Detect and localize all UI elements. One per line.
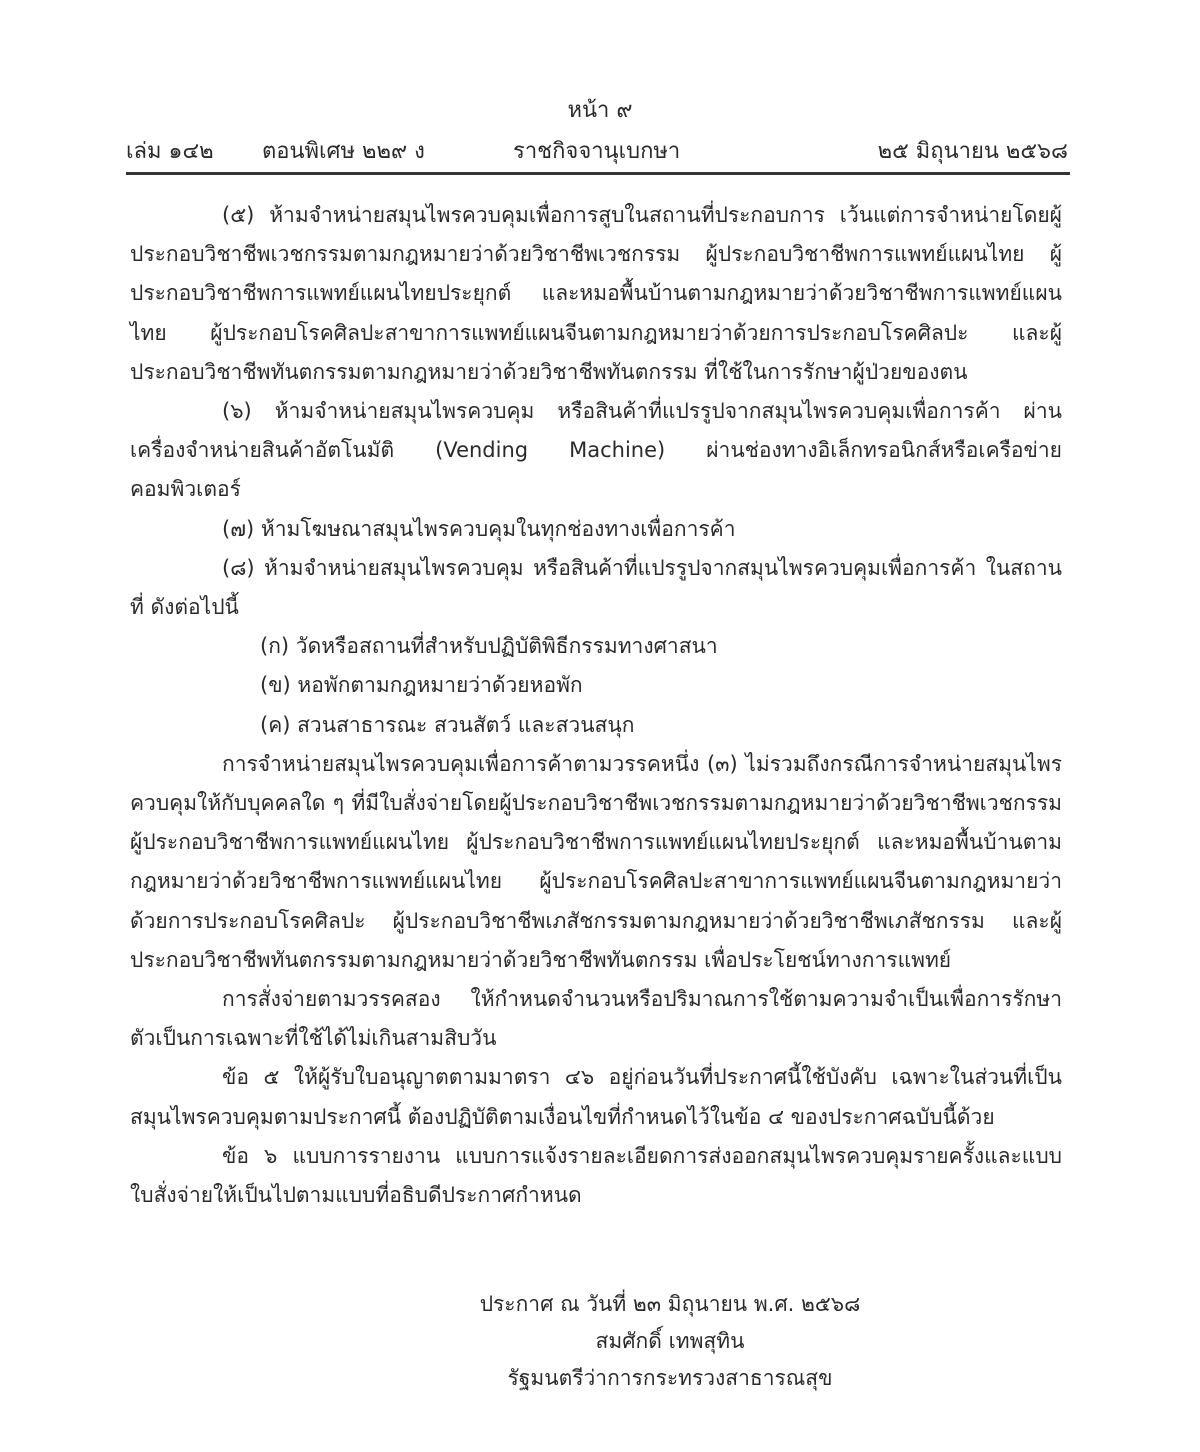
- publication-date: ๒๕ มิถุนายน ๒๕๖๘: [877, 139, 1068, 164]
- announcement-date: ประกาศ ณ วันที่ ๒๓ มิถุนายน พ.ศ. ๒๕๖๘: [479, 1292, 861, 1316]
- paragraph-article-5: ข้อ ๕ ให้ผู้รับใบอนุญาตตามมาตรา ๔๖ อยู่ก่อนวันที่ประกาศนี้ใช้บังคับ เฉพาะในส่วนที่เป็นสมุนไพรควบคุมตามประกาศนี้ ต้องปฏิบัติตามเงื่อนไขที่กำหนดไว้ในข้อ ๔ ของประกาศฉบับนี้ด้วย: [130, 1065, 1062, 1129]
- gazette-header: [126, 137, 1068, 169]
- signatory-title: รัฐมนตรีว่าการกระทรวงสาธารณสุข: [507, 1366, 833, 1390]
- volume-label: เล่ม ๑๔๒: [126, 139, 214, 164]
- signatory-name: สมศักดิ์ เทพสุทิน: [595, 1329, 745, 1353]
- signature-block: [470, 1286, 870, 1397]
- publication-name: ราชกิจจานุเบกษา: [513, 139, 681, 164]
- paragraph-prescription: การสั่งจ่ายตามวรรคสอง ให้กำหนดจำนวนหรือปริมาณการใช้ตามความจำเป็นเพื่อการรักษาตัวเป็นการเฉพาะที่ใช้ได้ไม่เกินสามสิบวัน: [130, 987, 1062, 1051]
- paragraph-clause-6: (๖) ห้ามจำหน่ายสมุนไพรควบคุม หรือสินค้าที่แปรรูปจากสมุนไพรควบคุมเพื่อการค้า ผ่านเครื่องจำหน่ายสินค้าอัตโนมัติ (Vending Machine) ผ่านช่องทางอิเล็กทรอนิกส์หรือเครือข่ายคอมพิวเตอร์: [130, 399, 1062, 502]
- page-number: หน้า ๙: [567, 98, 633, 123]
- sub-item-a: (ก) วัดหรือสถานที่สำหรับปฏิบัติพิธีกรรมทางศาสนา: [260, 634, 718, 659]
- section-label: ตอนพิเศษ ๒๒๙ ง: [262, 139, 425, 164]
- sub-item-c: (ค) สวนสาธารณะ สวนสัตว์ และสวนสนุก: [260, 712, 635, 737]
- paragraph-clause-7: (๗) ห้ามโฆษณาสมุนไพรควบคุมในทุกช่องทางเพื่อการค้า: [222, 516, 736, 541]
- header-divider: [126, 172, 1070, 175]
- paragraph-clause-8: (๘) ห้ามจำหน่ายสมุนไพรควบคุม หรือสินค้าที่แปรรูปจากสมุนไพรควบคุมเพื่อการค้า ในสถานที่ ดังต่อไปนี้: [130, 555, 1062, 620]
- document-body: [130, 196, 1062, 1215]
- paragraph-exception: การจำหน่ายสมุนไพรควบคุมเพื่อการค้าตามวรรคหนึ่ง (๓) ไม่รวมถึงกรณีการจำหน่ายสมุนไพรควบคุมให้กับบุคคลใด ๆ ที่มีใบสั่งจ่ายโดยผู้ประกอบวิชาชีพเวชกรรมตามกฎหมายว่าด้วยวิชาชีพเวชกรรม ผู้ประกอบวิชาชีพการแพทย์แผนไทย ผู้ประกอบวิชาชีพการแพทย์แผนไทยประยุกต์ และหมอพื้นบ้านตามกฎหมายว่าด้วยวิชาชีพการแพทย์แผนไทย ผู้ประกอบโรคศิลปะสาขาการแพทย์แผนจีนตามกฎหมายว่าด้วยการประกอบโรคศิลปะ ผู้ประกอบวิชาชีพเภสัชกรรมตามกฎหมายว่าด้วยวิชาชีพเภสัชกรรม และผู้ประกอบวิชาชีพทันตกรรมตามกฎหมายว่าด้วยวิชาชีพทันตกรรม เพื่อประโยชน์ทางการแพทย์: [130, 751, 1062, 972]
- paragraph-clause-5: (๕) ห้ามจำหน่ายสมุนไพรควบคุมเพื่อการสูบในสถานที่ประกอบการ เว้นแต่การจำหน่ายโดยผู้ประกอบวิชาชีพเวชกรรมตามกฎหมายว่าด้วยวิชาชีพเวชกรรม ผู้ประกอบวิชาชีพการแพทย์แผนไทย ผู้ประกอบวิชาชีพการแพทย์แผนไทยประยุกต์ และหมอพื้นบ้านตามกฎหมายว่าด้วยวิชาชีพการแพทย์แผนไทย ผู้ประกอบโรคศิลปะสาขาการแพทย์แผนจีนตามกฎหมายว่าด้วยการประกอบโรคศิลปะ และผู้ประกอบวิชาชีพทันตกรรมตามกฎหมายว่าด้วยวิชาชีพทันตกรรม ที่ใช้ในการรักษาผู้ป่วยของตน: [130, 203, 1062, 384]
- sub-item-b: (ข) หอพักตามกฎหมายว่าด้วยหอพัก: [260, 673, 583, 698]
- paragraph-article-6: ข้อ ๖ แบบการรายงาน แบบการแจ้งรายละเอียดการส่งออกสมุนไพรควบคุมรายครั้งและแบบใบสั่งจ่ายให้เป็นไปตามแบบที่อธิบดีประกาศกำหนด: [130, 1143, 1062, 1208]
